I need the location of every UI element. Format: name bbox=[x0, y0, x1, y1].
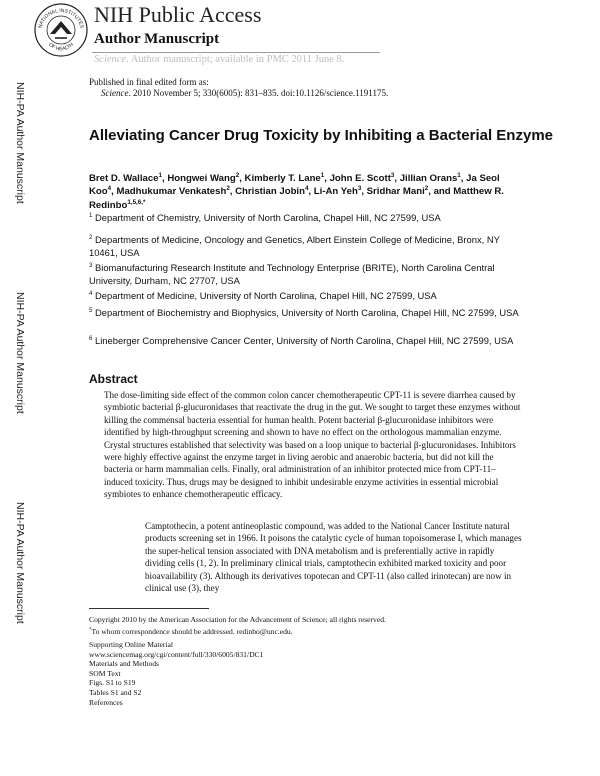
list-item: SOM Text bbox=[89, 668, 121, 678]
author-name: Li-An Yeh bbox=[313, 186, 358, 198]
svg-text:NATIONAL INSTITUTES: NATIONAL INSTITUTES bbox=[37, 7, 85, 29]
author-name: Ja Seol Koo bbox=[89, 173, 500, 198]
affiliation-6: $^6$ Lineberger Comprehensive Cancer Center, University of North Carolina, Chapel Hill, NC 27599, USA bbox=[89, 334, 514, 346]
author-name: Hongwei Wang bbox=[167, 173, 236, 184]
author-name: Matthew R. Redinbo bbox=[89, 186, 504, 211]
list-item: Figs. S1 to S19 bbox=[89, 678, 136, 688]
side-label-3: NIH-PA Author Manuscript bbox=[14, 502, 26, 624]
article-title: Alleviating Cancer Drug Toxicity by Inhibiting a Bacterial Enzyme bbox=[89, 127, 553, 144]
affiliation-1: $^1$ Department of Chemistry, University of North Carolina, Chapel Hill, NC 27599, USA bbox=[89, 211, 441, 223]
citation-line: Science. 2010 November 5; 330(6005): 831–835. doi:10.1126/science.1191175. bbox=[101, 88, 389, 98]
footnote-divider bbox=[89, 608, 209, 609]
author-name: Madhukumar Venkatesh bbox=[116, 186, 227, 198]
list-item: www.sciencemag.org/cgi/content/full/330/6005/831/DC1 bbox=[89, 649, 264, 659]
abstract-heading: Abstract bbox=[89, 372, 138, 386]
svg-text:OF HEALTH: OF HEALTH bbox=[47, 41, 75, 53]
nih-public-access-title: NIH Public Access bbox=[94, 2, 262, 27]
published-label: Published in final edited form as: bbox=[89, 77, 209, 87]
list-item: References bbox=[89, 697, 123, 707]
author-name: Sridhar Mani bbox=[366, 186, 425, 198]
author-name: Kimberly T. Lane bbox=[244, 173, 321, 184]
author-name: Bret D. Wallace bbox=[89, 173, 159, 184]
author-name: Jillian Orans bbox=[399, 173, 458, 184]
availability-note: Science. Author manuscript; available in PMC 2011 June 8. bbox=[94, 54, 345, 65]
correspondence-note: *To whom correspondence should be addressed. redinbo@unc.edu. bbox=[89, 627, 293, 636]
list-item: Materials and Methods bbox=[89, 659, 160, 669]
author-name: John E. Scott bbox=[329, 173, 391, 184]
author-name: Christian Jobin bbox=[235, 186, 305, 198]
affiliation-3: $^3$ Biomanufacturing Research Institute and Technology Enterprise (BRITE), North Carolina Central University, Durham, NC 27707, USA bbox=[89, 261, 495, 286]
body-paragraph: Camptothecin, a potent antineoplastic compound, was added to the National Cancer Institute natural products screening set in 1966. It poisons the catalytic cycle of human topoisomerase I, which manages the super-helical tension associated with DNA metabolism and is preferentially active in rapidly dividing cells (1, 2). In preliminary clinical trials, camptothecin exhibited marked toxicity and poor bioavailability (3). Although its derivatives topotecan and CPT-11 (also called irinotecan) are now in clinical use (3), they bbox=[145, 521, 522, 594]
affiliation-2: $^2$ Departments of Medicine, Oncology and Genetics, Albert Einstein College of Medicine, Bronx, NY 10461, USA bbox=[89, 233, 500, 258]
supporting-material-list bbox=[89, 640, 529, 707]
affiliation-5: $^5$ Department of Biochemistry and Biophysics, University of North Carolina, Chapel Hill, NC 27599, USA bbox=[89, 306, 519, 318]
author-manuscript-label: Author Manuscript bbox=[94, 31, 220, 47]
list-item: Supporting Online Material bbox=[89, 640, 173, 649]
nih-seal-logo bbox=[34, 3, 88, 57]
header-divider bbox=[92, 52, 380, 53]
copyright-note: Copyright 2010 by the American Association for the Advancement of Science; all rights reserved. bbox=[89, 615, 386, 624]
list-item: Tables S1 and S2 bbox=[89, 687, 142, 697]
affiliation-4: $^4$ Department of Medicine, University of North Carolina, Chapel Hill, NC 27599, USA bbox=[89, 289, 437, 301]
author-list: Bret D. Wallace$^1$, Hongwei Wang$^2$, Kimberly T. Lane$^1$, John E. Scott$^3$, Jillian Orans$^1$, Ja Seol Koo$^4$, Madhukumar Venkatesh$^2$, Christian Jobin$^4$, Li-An Yeh$^3$, Sridhar Mani$^2$, and Matthew R. Redinbo$^{1,5,6,*}$ bbox=[89, 171, 504, 211]
side-label-2: NIH-PA Author Manuscript bbox=[14, 292, 26, 414]
abstract-text: The dose-limiting side effect of the common colon cancer chemotherapeutic CPT-11 is severe diarrhea caused by symbiotic bacterial β-glucuronidases that reactivate the drug in the gut. We sought to target these enzymes without killing the commensal bacteria essential for human health. Potent bacterial β-glucuronidase inhibitors were identified by high-throughput screening and shown to have no effect on the orthologous mammalian enzyme. Crystal structures established that selectivity was based on a loop unique to bacterial β-glucuronidases. Inhibitors were highly effective against the enzyme target in living aerobic and anaerobic bacteria, but did not kill the bacteria or harm mammalian cells. Finally, oral administration of an inhibitor protected mice from CPT-11–induced toxicity. Thus, drugs may be designed to inhibit undesirable enzyme activities in essential microbial symbiotes to enhance chemotherapeutic efficacy. bbox=[104, 390, 521, 500]
side-label-1: NIH-PA Author Manuscript bbox=[14, 82, 26, 204]
